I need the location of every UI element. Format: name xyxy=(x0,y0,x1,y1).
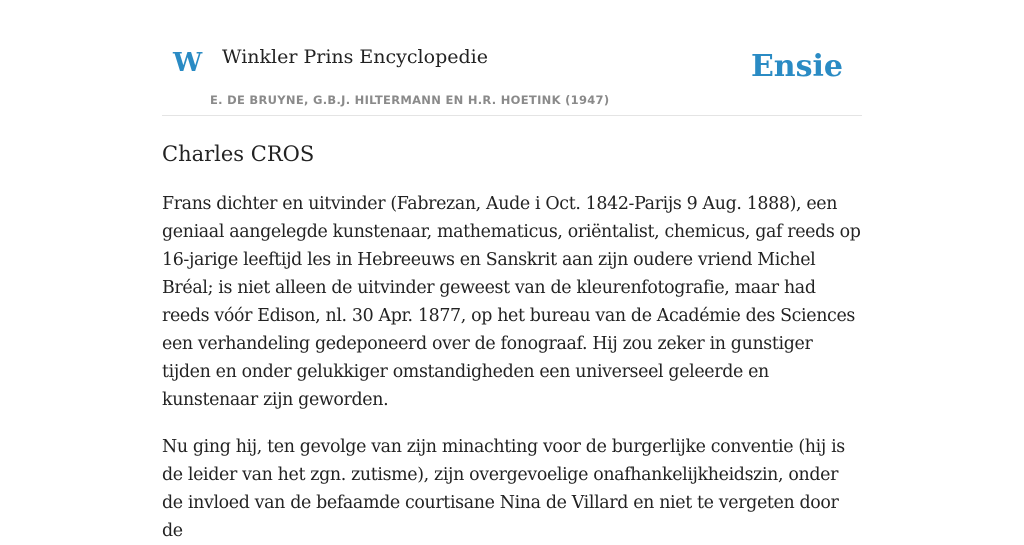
encyclopedia-title-link[interactable]: Winkler Prins Encyclopedie xyxy=(222,46,488,68)
article-title: Charles CROS xyxy=(162,142,315,166)
encyclopedia-authors: E. DE BRUYNE, G.B.J. HILTERMANN EN H.R. HOETINK (1947) xyxy=(210,93,610,107)
main-content xyxy=(162,0,862,545)
site-header xyxy=(162,0,862,116)
winkler-prins-logo[interactable]: W xyxy=(173,48,203,78)
ensie-brand-logo[interactable]: Ensie xyxy=(750,49,843,84)
article-paragraph: Nu ging hij, ten gevolge van zijn minachting voor de burgerlijke conventie (hij is de leider van het zgn. zutisme), zijn overgevoelige onafhankelijkheidszin, onder de invloed van de befaamde courtisane Nina de Villard en niet te vergeten door de xyxy=(162,437,845,542)
article-paragraph: Frans dichter en uitvinder (Fabrezan, Aude i Oct. 1842-Parijs 9 Aug. 1888), een geniaal aangelegde kunstenaar, mathematicus, oriëntalist, chemicus, gaf reeds op 16-jarige leeftijd les in Hebreeuws en Sanskrit aan zijn oudere vriend Michel Bréal; is niet alleen de uitvinder geweest van de kleurenfotografie, maar had reeds vóór Edison, nl. 30 Apr. 1877, op het bureau van de Académie des Sciences een verhandeling gedeponeerd over de fonograaf. Hij zou zeker in gunstiger tijden en onder gelukkiger omstandigheden een universeel geleerde en kunstenaar zijn geworden. xyxy=(162,194,861,411)
